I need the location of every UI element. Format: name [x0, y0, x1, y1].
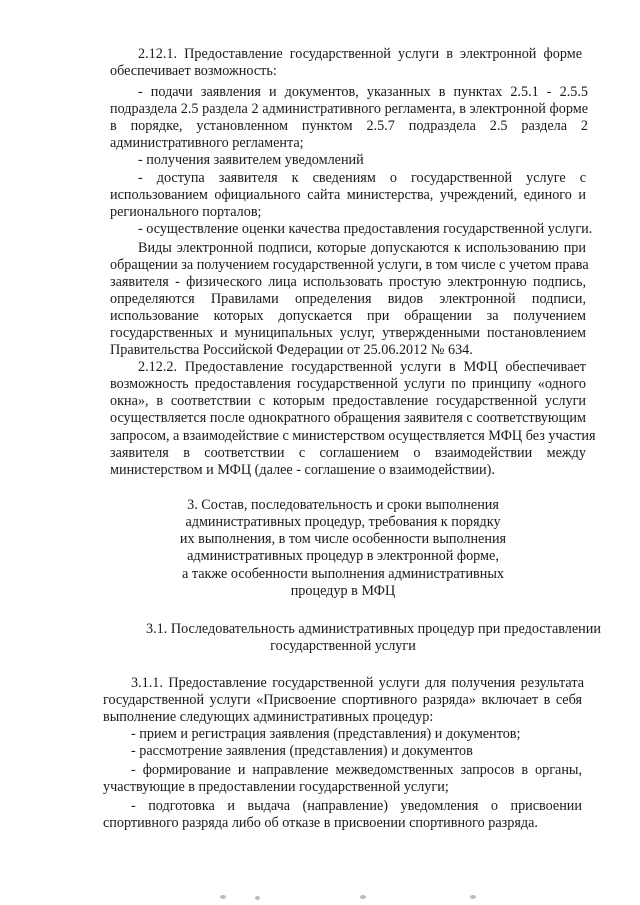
- list-item-access-line-3: регионального порталов;: [110, 204, 262, 220]
- paragraph-2-12-2-line-1: 2.12.2. Предоставление государственной услуги в МФЦ обеспечивает: [138, 359, 586, 375]
- signature-note-line-2: обращении за получением государственной услуги, в том числе с учетом права: [110, 257, 589, 273]
- scan-artifact: [360, 895, 366, 899]
- paragraph-2-12-1-line-2: обеспечивает возможность:: [110, 63, 277, 79]
- section-3-heading-line-5: а также особенности выполнения административных: [182, 566, 504, 582]
- procedure-item-notification-line-2: спортивного разряда либо об отказе в присвоении спортивного разряда.: [103, 815, 538, 831]
- procedure-item-requests-line-1: - формирование и направление межведомственных запросов в органы,: [131, 762, 582, 778]
- procedure-item-review: - рассмотрение заявления (представления) и документов: [131, 743, 473, 759]
- paragraph-2-12-2-line-7: министерством и МФЦ (далее - соглашение о взаимодействии).: [110, 462, 495, 478]
- list-item-submit-line-4: административного регламента;: [110, 135, 304, 151]
- section-3-heading-line-6: процедур в МФЦ: [290, 583, 396, 599]
- signature-note-line-6: государственных и муниципальных услуг, утвержденными постановлением: [110, 325, 586, 341]
- procedure-item-notification-line-1: - подготовка и выдача (направление) уведомления о присвоении: [131, 798, 582, 814]
- signature-note-line-3: заявителя - физического лица использовать простую электронную подпись,: [110, 274, 586, 290]
- paragraph-2-12-2-line-6: заявителя в соответствии с соглашением о взаимодействии между: [110, 445, 586, 461]
- section-3-heading-line-3: их выполнения, в том числе особенности выполнения: [179, 531, 507, 547]
- signature-note-line-5: использование которых допускается при обращении за получением: [110, 308, 586, 324]
- subsection-3-1-heading-line-1: 3.1. Последовательность административных процедур при предоставлении: [146, 621, 601, 637]
- list-item-quality: - осуществление оценки качества предоставления государственной услуги.: [138, 221, 593, 237]
- list-item-access-line-1: - доступа заявителя к сведениям о государственной услуге с: [138, 170, 586, 186]
- section-3-heading-line-1: 3. Состав, последовательность и сроки выполнения: [187, 497, 499, 513]
- section-3-heading-line-4: административных процедур в электронной форме,: [187, 548, 499, 564]
- scan-artifact: [220, 895, 226, 899]
- paragraph-2-12-2-line-2: возможность предоставления государственной услуги по принципу «одного: [110, 376, 586, 392]
- signature-note-line-1: Виды электронной подписи, которые допускаются к использованию при: [138, 240, 586, 256]
- list-item-submit-line-3: в порядке, установленном пунктом 2.5.7 подраздела 2.5 раздела 2: [110, 118, 588, 134]
- list-item-notifications: - получения заявителем уведомлений: [138, 152, 364, 168]
- list-item-submit-line-1: - подачи заявления и документов, указанных в пунктах 2.5.1 - 2.5.5: [138, 84, 588, 100]
- list-item-submit-line-2: подраздела 2.5 раздела 2 административного регламента, в электронной форме: [110, 101, 588, 117]
- list-item-access-line-2: использованием официального сайта министерства, учреждений, единого и: [110, 187, 586, 203]
- scan-artifact: [255, 896, 260, 900]
- paragraph-3-1-1-line-3: выполнение следующих административных процедур:: [103, 709, 434, 725]
- signature-note-line-4: определяются Правилами определения видов электронной подписи,: [110, 291, 586, 307]
- procedure-item-reception: - прием и регистрация заявления (представления) и документов;: [131, 726, 521, 742]
- paragraph-2-12-2-line-5: запросом, а взаимодействие с министерством осуществляется МФЦ без участия: [110, 428, 596, 444]
- paragraph-2-12-2-line-4: осуществляется после однократного обращения заявителя с соответствующим: [110, 410, 586, 426]
- subsection-3-1-heading-line-2: государственной услуги: [270, 638, 416, 654]
- procedure-item-requests-line-2: участвующие в предоставлении государственной услуги;: [103, 779, 449, 795]
- signature-note-line-7: Правительства Российской Федерации от 25.06.2012 № 634.: [110, 342, 473, 358]
- paragraph-2-12-2-line-3: окна», в соответствии с которым предоставление государственной услуги: [110, 393, 586, 409]
- paragraph-2-12-1-line-1: 2.12.1. Предоставление государственной услуги в электронной форме: [138, 46, 582, 62]
- paragraph-3-1-1-line-2: государственной услуги «Присвоение спортивного разряда» включает в себя: [103, 692, 582, 708]
- scan-artifact: [470, 895, 476, 899]
- paragraph-3-1-1-line-1: 3.1.1. Предоставление государственной услуги для получения результата: [131, 675, 584, 691]
- section-3-heading-line-2: административных процедур, требования к порядку: [185, 514, 501, 530]
